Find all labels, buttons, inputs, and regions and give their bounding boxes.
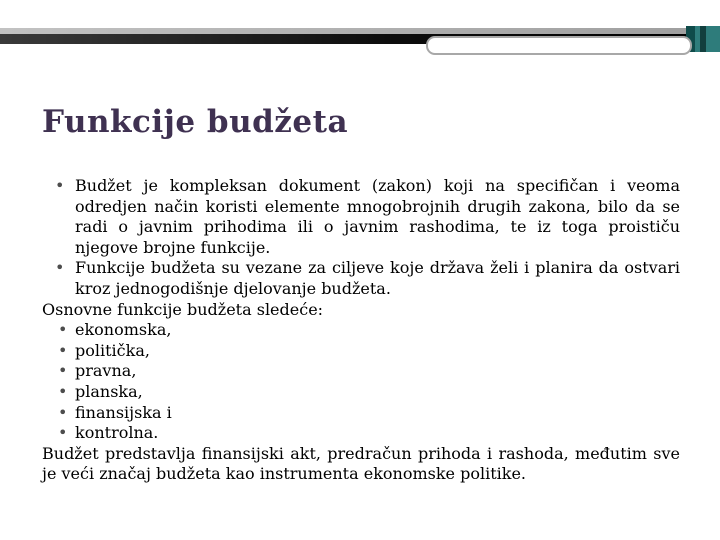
list-item-text: finansijska i	[75, 402, 172, 422]
bullet-icon: •	[55, 176, 65, 195]
slide-title: Funkcije budžeta	[42, 104, 349, 140]
bullet-icon: •	[58, 361, 68, 381]
paragraph-text: Budžet predstavlja finansijski akt, predračun prihoda i rashoda, međutim sve je veći značaj budžeta kao instrumenta ekonomske politike.	[42, 443, 680, 484]
list-item-text: ekonomska,	[75, 320, 172, 340]
bullet-icon: •	[58, 340, 68, 360]
slide-body	[42, 176, 680, 485]
paragraph-text: Funkcije budžeta su vezane za ciljeve koje država želi i planira da ostvari kroz jednogodišnje djelovanje budžeta.	[75, 258, 680, 298]
paragraph-text: Budžet je kompleksan dokument (zakon) koji na specifičan i veoma odredjen način koristi elemente mnogobrojnih drugih zakona, bilo da se radi o javnim prihodima ili o javnim rashodima, te iz toga proističu njegove brojne funkcije.	[75, 176, 680, 257]
list-item-text: planska,	[75, 381, 143, 401]
sub-bullet-item	[42, 382, 680, 403]
bullet-icon: •	[58, 423, 68, 443]
list-item-text: politička,	[75, 340, 150, 360]
plain-paragraph	[42, 300, 680, 321]
sub-bullet-item	[42, 341, 680, 362]
header-tab-shape	[426, 36, 692, 55]
plain-paragraph	[42, 444, 680, 485]
list-item-text: kontrolna.	[75, 423, 159, 443]
accent-stripe	[706, 26, 720, 52]
bullet-icon: •	[58, 320, 68, 340]
bullet-icon: •	[58, 381, 68, 401]
bullet-paragraph	[42, 258, 680, 299]
bullet-icon: •	[58, 402, 68, 422]
bullet-paragraph	[42, 176, 680, 258]
sub-bullet-item	[42, 320, 680, 341]
bullet-icon: •	[55, 258, 65, 278]
paragraph-text: Osnovne funkcije budžeta sledeće:	[42, 299, 324, 319]
sub-bullet-item	[42, 423, 680, 444]
list-item-text: pravna,	[75, 361, 137, 381]
sub-bullet-item	[42, 361, 680, 382]
sub-bullet-item	[42, 403, 680, 424]
